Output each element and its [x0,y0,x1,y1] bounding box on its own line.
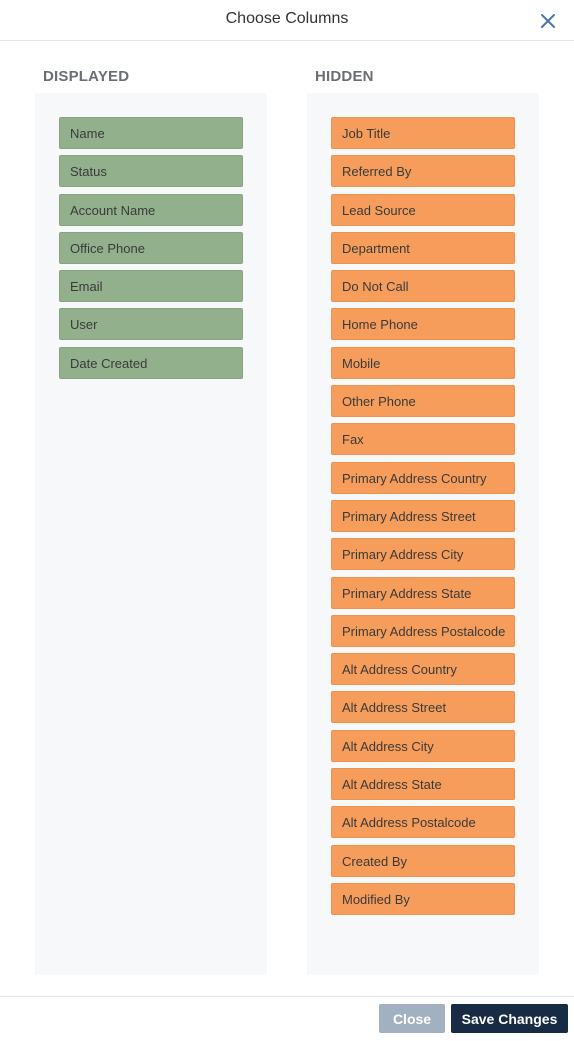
displayed-column-item[interactable]: Email [59,270,243,302]
displayed-columns-panel[interactable] [35,93,267,975]
hidden-column-item[interactable]: Created By [331,845,515,877]
hidden-column-item[interactable]: Alt Address Country [331,653,515,685]
displayed-column-item[interactable]: Name [59,117,243,149]
displayed-column-item[interactable]: Office Phone [59,232,243,264]
hidden-column-item[interactable]: Department [331,232,515,264]
dialog-header [0,0,574,41]
close-button[interactable]: Close [379,1004,445,1033]
hidden-column-item[interactable]: Primary Address Postalcode [331,615,515,647]
hidden-column-item[interactable]: Referred By [331,155,515,187]
dialog-footer [0,996,574,1041]
hidden-column-item[interactable]: Alt Address City [331,730,515,762]
dialog-title: Choose Columns [225,10,349,27]
hidden-columns-panel[interactable] [307,93,539,975]
hidden-column-item[interactable]: Primary Address Country [331,462,515,494]
displayed-column-item[interactable]: Date Created [59,347,243,379]
hidden-column-item[interactable]: Home Phone [331,308,515,340]
hidden-heading: HIDDEN [315,68,374,85]
hidden-column-item[interactable]: Alt Address Street [331,691,515,723]
hidden-column-item[interactable]: Do Not Call [331,270,515,302]
hidden-column-item[interactable]: Alt Address State [331,768,515,800]
save-changes-button[interactable]: Save Changes [451,1004,568,1033]
displayed-column-item[interactable]: Status [59,155,243,187]
hidden-column-item[interactable]: Job Title [331,117,515,149]
displayed-columns-list [59,117,243,385]
hidden-columns-list [331,117,515,921]
hidden-column-item[interactable]: Mobile [331,347,515,379]
hidden-column-item[interactable]: Primary Address Street [331,500,515,532]
displayed-column-item[interactable]: Account Name [59,194,243,226]
hidden-column-item[interactable]: Alt Address Postalcode [331,806,515,838]
displayed-column-item[interactable]: User [59,308,243,340]
hidden-column-item[interactable]: Primary Address City [331,538,515,570]
hidden-column-item[interactable]: Fax [331,423,515,455]
hidden-column-item[interactable]: Other Phone [331,385,515,417]
displayed-heading: DISPLAYED [43,68,130,85]
hidden-column-item[interactable]: Modified By [331,883,515,915]
hidden-column-item[interactable]: Primary Address State [331,577,515,609]
close-icon[interactable] [538,11,558,31]
hidden-column-item[interactable]: Lead Source [331,194,515,226]
